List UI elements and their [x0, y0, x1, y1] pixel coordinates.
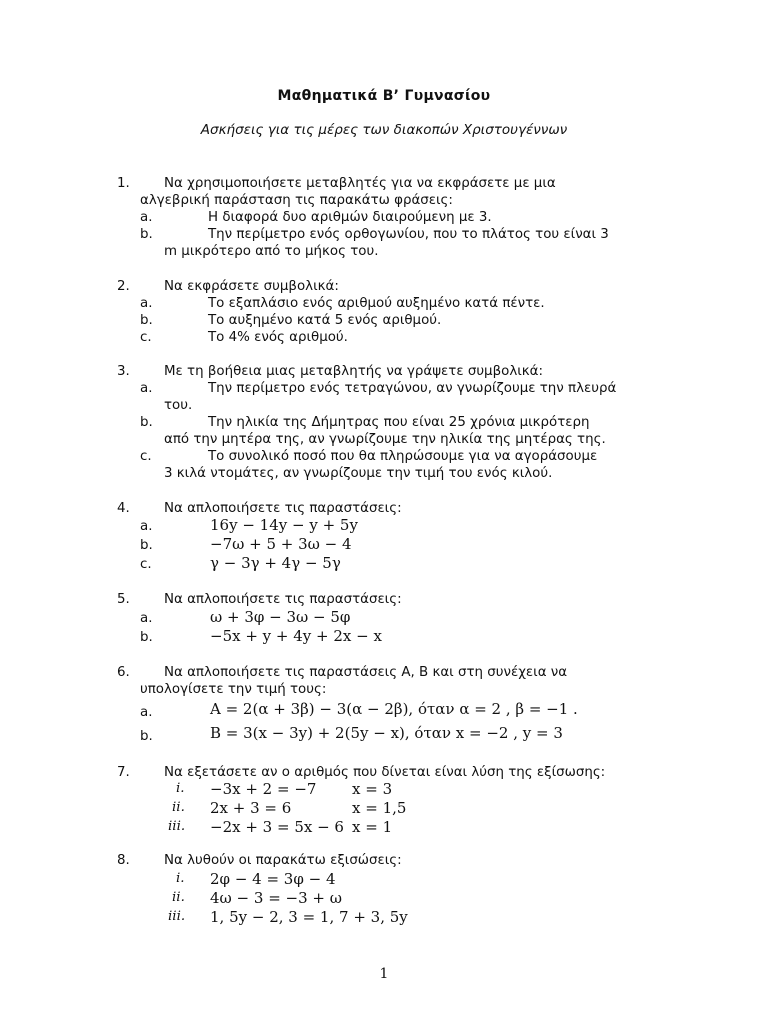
item-label: a. — [140, 611, 153, 626]
item-text: από την μητέρα της, αν γνωρίζουμε την ηλικία της μητέρας της. — [164, 432, 606, 447]
item-label: a. — [140, 705, 153, 720]
exercise-number: 1. — [117, 176, 130, 191]
page-number: 1 — [379, 966, 389, 982]
item-text: Η διαφορά δυο αριθμών διαιρούμενη με 3. — [208, 210, 492, 225]
math-expression: A = 2(α + 3β) − 3(α − 2β), όταν α = 2 , β = −1 . — [210, 700, 578, 718]
item-text: Το εξαπλάσιο ενός αριθμού αυξημένο κατά πέντε. — [208, 296, 545, 311]
item-label: i. — [176, 871, 185, 886]
item-label: ii. — [172, 890, 185, 905]
item-label: ii. — [172, 800, 185, 815]
exercise-text: Να εκφράσετε συμβολικά: — [164, 279, 339, 294]
math-expression: −2x + 3 = 5x − 6 — [210, 818, 344, 836]
exercise-text: Να απλοποιήσετε τις παραστάσεις: — [164, 501, 402, 516]
math-expression: 2x + 3 = 6 — [210, 799, 292, 817]
item-label: b. — [140, 313, 153, 328]
item-label: a. — [140, 519, 153, 534]
item-text: Το 4% ενός αριθμού. — [208, 330, 348, 345]
math-value: x = 3 — [352, 780, 393, 798]
exercise-text: αλγεβρική παράσταση τις παρακάτω φράσεις: — [140, 193, 453, 208]
exercise-number: 5. — [117, 592, 130, 607]
item-label: b. — [140, 630, 153, 645]
item-text: Το συνολικό ποσό που θα πληρώσουμε για να αγοράσουμε — [208, 449, 598, 464]
math-expression: 4ω − 3 = −3 + ω — [210, 889, 342, 907]
math-expression: B = 3(x − 3y) + 2(5y − x), όταν x = −2 , y = 3 — [210, 724, 563, 742]
exercise-text: Να απλοποιήσετε τις παραστάσεις Α, Β και στη συνέχεια να — [164, 665, 568, 680]
item-label: b. — [140, 415, 153, 430]
exercise-number: 7. — [117, 765, 130, 780]
item-label: b. — [140, 729, 153, 744]
item-text: Την ηλικία της Δήμητρας που είναι 25 χρόνια μικρότερη — [208, 415, 590, 430]
exercise-number: 6. — [117, 665, 130, 680]
item-text: m μικρότερο από το μήκος του. — [164, 244, 379, 259]
document-title: Μαθηματικά Β’ Γυμνασίου — [277, 88, 491, 104]
item-text: Την περίμετρο ενός τετραγώνου, αν γνωρίζουμε την πλευρά — [208, 381, 617, 396]
item-label: iii. — [168, 819, 186, 834]
item-label: c. — [140, 449, 152, 464]
item-label: a. — [140, 296, 153, 311]
item-text: του. — [164, 398, 193, 413]
exercise-number: 2. — [117, 279, 130, 294]
item-label: i. — [176, 781, 185, 796]
exercise-text: Να λυθούν οι παρακάτω εξισώσεις: — [164, 853, 402, 868]
item-label: iii. — [168, 909, 186, 924]
item-text: 3 κιλά ντομάτες, αν γνωρίζουμε την τιμή του ενός κιλού. — [164, 466, 553, 481]
math-value: x = 1 — [352, 818, 393, 836]
exercise-number: 4. — [117, 501, 130, 516]
math-expression: γ − 3γ + 4γ − 5γ — [210, 554, 341, 572]
item-label: a. — [140, 210, 153, 225]
item-label: c. — [140, 557, 152, 572]
item-label: a. — [140, 381, 153, 396]
item-label: c. — [140, 330, 152, 345]
math-expression: −5x + y + 4y + 2x − x — [210, 627, 382, 645]
math-expression: −3x + 2 = −7 — [210, 780, 317, 798]
math-expression: 16y − 14y − y + 5y — [210, 516, 358, 534]
exercise-text: Με τη βοήθεια μιας μεταβλητής να γράψετε συμβολικά: — [164, 364, 544, 379]
item-text: Το αυξημένο κατά 5 ενός αριθμού. — [208, 313, 442, 328]
exercise-number: 8. — [117, 853, 130, 868]
math-expression: 2φ − 4 = 3φ − 4 — [210, 870, 336, 888]
exercise-text: υπολογίσετε την τιμή τους: — [140, 682, 327, 697]
math-value: x = 1,5 — [352, 799, 407, 817]
math-expression: ω + 3φ − 3ω − 5φ — [210, 608, 351, 626]
math-expression: −7ω + 5 + 3ω − 4 — [210, 535, 352, 553]
document-subtitle: Ασκήσεις για τις μέρες των διακοπών Χριστουγέννων — [200, 122, 568, 138]
exercise-text: Να χρησιμοποιήσετε μεταβλητές για να εκφράσετε με μια — [164, 176, 556, 191]
exercise-text: Να απλοποιήσετε τις παραστάσεις: — [164, 592, 402, 607]
item-label: b. — [140, 227, 153, 242]
item-label: b. — [140, 538, 153, 553]
exercise-text: Να εξετάσετε αν ο αριθμός που δίνεται είναι λύση της εξίσωσης: — [164, 765, 606, 780]
item-text: Την περίμετρο ενός ορθογωνίου, που το πλάτος του είναι 3 — [208, 227, 609, 242]
math-expression: 1, 5y − 2, 3 = 1, 7 + 3, 5y — [210, 908, 408, 926]
exercise-number: 3. — [117, 364, 130, 379]
